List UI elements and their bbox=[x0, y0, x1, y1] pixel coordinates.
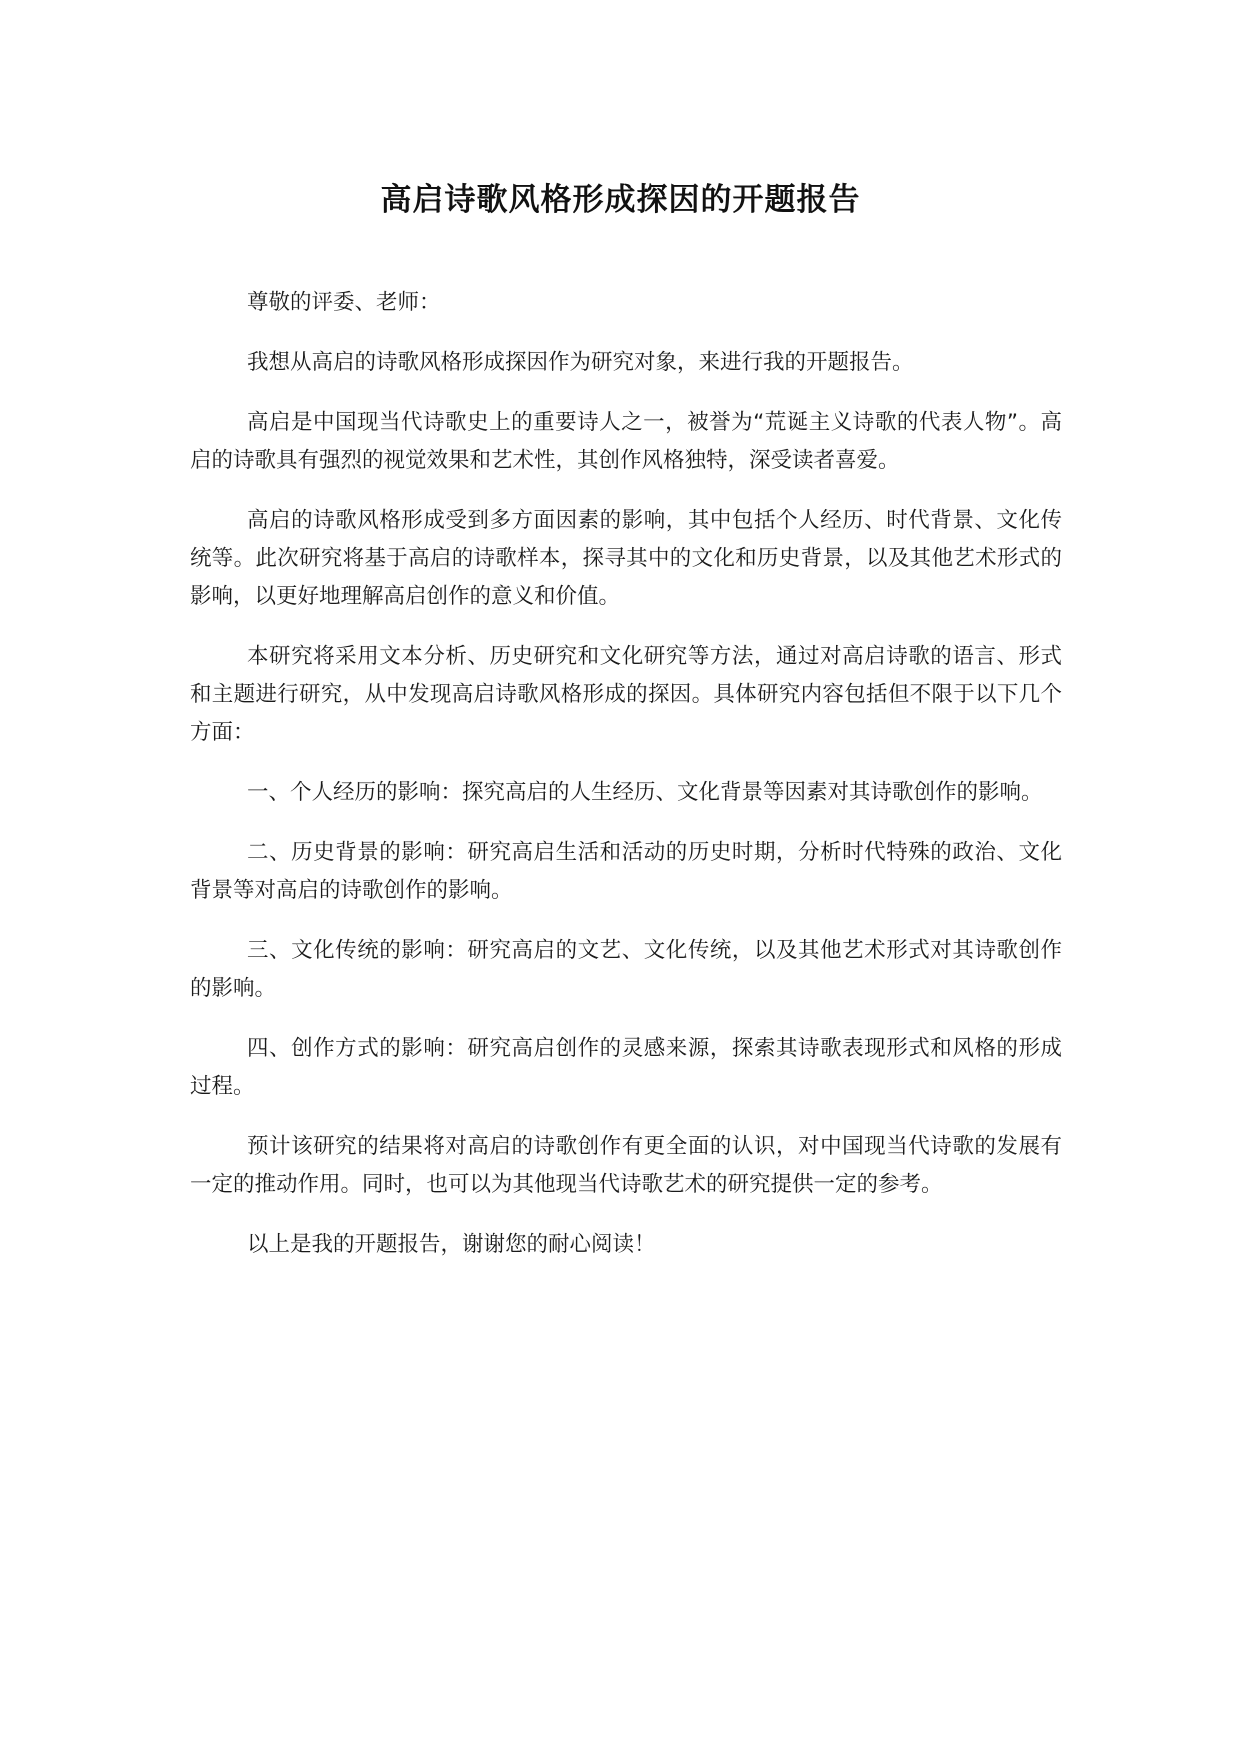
document-title: 高启诗歌风格形成探因的开题报告 bbox=[380, 182, 861, 218]
document-body bbox=[190, 284, 1062, 1286]
closing-paragraph: 以上是我的开题报告，谢谢您的耐心阅读！ bbox=[247, 1232, 656, 1257]
salutation-paragraph: 尊敬的评委、老师： bbox=[247, 290, 441, 315]
expected-results-paragraph: 预计该研究的结果将对高启的诗歌创作有更全面的认识，对中国现当代诗歌的发展有一定的推动作用。同时，也可以为其他现当代诗歌艺术的研究提供一定的参考。 bbox=[190, 1134, 1062, 1197]
intro-paragraph: 我想从高启的诗歌风格形成探因作为研究对象，来进行我的开题报告。 bbox=[247, 350, 914, 375]
item-four-paragraph: 四、创作方式的影响：研究高启创作的灵感来源，探索其诗歌表现形式和风格的形成过程。 bbox=[190, 1036, 1062, 1099]
item-three-paragraph: 三、文化传统的影响：研究高启的文艺、文化传统，以及其他艺术形式对其诗歌创作的影响。 bbox=[190, 938, 1062, 1001]
background-paragraph: 高启是中国现当代诗歌史上的重要诗人之一，被誉为“荒诞主义诗歌的代表人物”。高启的诗歌具有强烈的视觉效果和艺术性，其创作风格独特，深受读者喜爱。 bbox=[190, 410, 1062, 473]
item-two-paragraph: 二、历史背景的影响：研究高启生活和活动的历史时期，分析时代特殊的政治、文化背景等对高启的诗歌创作的影响。 bbox=[190, 840, 1062, 903]
item-one-paragraph: 一、个人经历的影响：探究高启的人生经历、文化背景等因素对其诗歌创作的影响。 bbox=[247, 780, 1043, 805]
factors-paragraph: 高启的诗歌风格形成受到多方面因素的影响，其中包括个人经历、时代背景、文化传统等。此次研究将基于高启的诗歌样本，探寻其中的文化和历史背景，以及其他艺术形式的影响，以更好地理解高启创作的意义和价值。 bbox=[190, 508, 1062, 609]
methods-paragraph: 本研究将采用文本分析、历史研究和文化研究等方法，通过对高启诗歌的语言、形式和主题进行研究，从中发现高启诗歌风格形成的探因。具体研究内容包括但不限于以下几个方面： bbox=[190, 644, 1062, 745]
